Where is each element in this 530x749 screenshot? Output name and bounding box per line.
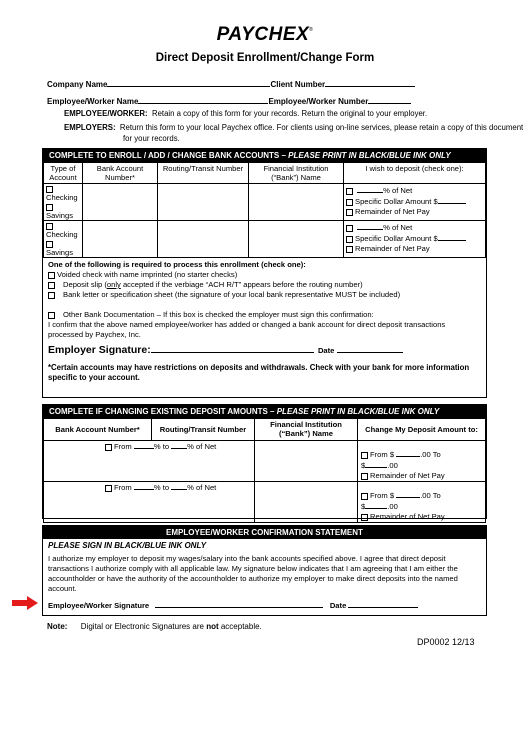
employee-date-field[interactable] [348,600,418,608]
col-routing: Routing/Transit Number [158,163,249,184]
bank-name-cell[interactable] [255,441,358,482]
employee-instruction: EMPLOYEE/WORKER: Retain a copy of this form for your records. Return the original to your employer. [64,109,428,118]
account-number-cell[interactable] [83,184,158,221]
checkbox[interactable] [346,236,353,243]
col-type: Type of Account [44,163,83,184]
confirmation-section [42,525,487,616]
remainder-option[interactable]: Remainder of Net Pay [361,471,482,481]
remainder-option[interactable]: Remainder of Net Pay [346,244,483,254]
checkbox[interactable] [46,241,53,248]
enroll-row [44,221,486,258]
checkbox[interactable] [346,209,353,216]
employer-confirm-text: I confirm that the above named employee/worker has added or changed a bank account for direct deposit transactions processed by Paychex, Inc. [48,320,446,339]
remainder-option[interactable]: Remainder of Net Pay [361,512,482,522]
change-bar: COMPLETE IF CHANGING EXISTING DEPOSIT AMOUNTS – PLEASE PRINT IN BLACK/BLUE INK ONLY [43,405,486,418]
bank-name-cell[interactable] [255,482,358,523]
enroll-bar: COMPLETE TO ENROLL / ADD / CHANGE BANK ACCOUNTS – PLEASE PRINT IN BLACK/BLUE INK ONLY [43,149,486,162]
col-account: Bank Account Number* [83,163,158,184]
sign-ink-note: PLEASE SIGN IN BLACK/BLUE INK ONLY [48,541,207,550]
pct-net-option[interactable]: % of Net [346,185,483,196]
checking-option[interactable]: Checking [46,221,80,239]
checkbox[interactable] [46,223,53,230]
change-table: Bank Account Number* Routing/Transit Number Financial Institution (“Bank”) Name Change My Deposit Amount to: From % to % of Net From $ .00 To $ .00 Remainder of Net Pay From % to % of Net From $ .00 To $ .00 Remainder of Net Pay [43,418,486,523]
checkbox[interactable] [48,312,55,319]
checkbox[interactable] [46,204,53,211]
change-row: From % to % of Net From $ .00 To $ .00 Remainder of Net Pay [44,441,486,482]
checkbox[interactable] [361,473,368,480]
only-emphasis: only [106,280,121,289]
dollar-change-option[interactable]: From $ .00 To [361,449,482,460]
employer-date-field[interactable] [337,345,403,353]
routing-number-cell[interactable] [158,221,249,258]
bank-letter-option[interactable]: Bank letter or specification sheet (the signature of your local bank representative MUST be included) [48,290,481,300]
arrow-icon [12,596,38,610]
employee-signature-row: Employee/Worker Signature Date [48,600,481,611]
dollar-change-option[interactable]: From $ .00 To [361,490,482,501]
restriction-note: *Certain accounts may have restrictions on deposits and withdrawals. Check with your bank for more information specific to your account. [48,363,470,382]
enroll-section [42,148,487,398]
paychex-logo: PAYCHEX® [216,24,314,45]
pct-net-option[interactable]: % of Net [346,222,483,233]
form-id: DP0002 12/13 [417,637,475,647]
checkbox[interactable] [105,485,112,492]
col-deposit: I wish to deposit (check one): [344,163,486,184]
checkbox[interactable] [105,444,112,451]
employee-name-row: Employee/Worker Name Employee/Worker Number [47,95,411,106]
enroll-requirements: One of the following is required to process this enrollment (check one): Voided check with name imprinted (no starter checks) Deposit slip (only accepted if the verbiage “ACH R/T” appears before the routing number) Bank letter or specification sheet (the signature of your local bank representative MUST be included) Other Bank Documentation – If this box is checked the employer must sign this confirmation: I confirm that the above named employee/worker has added or changed a bank account for direct deposit transactions processed by Paychex, Inc. Employer Signature: Date *Certain accounts may have restrictions on deposits and withdrawals. Check with your bank for more information specific to your account. [43,258,486,385]
checkbox[interactable] [346,225,353,232]
employer-instruction: EMPLOYERS: Return this form to your local Paychex office. For clients using on-line services, please retain a copy of this document for your records. [64,123,524,143]
enroll-table [43,162,486,258]
savings-option[interactable]: Savings [46,202,80,220]
page-title: Direct Deposit Enrollment/Change Form [155,52,375,64]
routing-number-cell[interactable] [158,184,249,221]
employee-signature-field[interactable] [155,600,323,608]
bank-name-cell[interactable] [249,184,344,221]
client-number-field[interactable] [325,78,415,87]
deposit-slip-option[interactable]: Deposit slip (only accepted if the verbiage “ACH R/T” appears before the routing number) [48,280,481,290]
employee-number-field[interactable] [368,95,411,104]
dollar-option[interactable]: Specific Dollar Amount $ [346,233,483,244]
authorization-statement: I authorize my employer to deposit my wages/salary into the bank accounts specified above. I agree that direct deposit transactions I authorize comply with all applicable law. My signature below indicates that I am agreeing that I am either the accountholder or have the authority of the accountholder to authorize my employer to make direct deposits into the named account. [48,554,458,593]
confirmation-bar: EMPLOYEE/WORKER CONFIRMATION STATEMENT [43,526,486,539]
savings-option[interactable]: Savings [46,239,80,257]
pct-change[interactable]: From % to % of Net [44,441,255,482]
bank-name-cell[interactable] [249,221,344,258]
employer-signature-row: Employer Signature: Date [48,345,481,356]
checkbox[interactable] [48,282,55,289]
checking-option[interactable]: Checking [46,184,80,202]
company-name-row: Company Name Client Number [47,78,415,89]
pct-change[interactable]: From % to % of Net [44,482,255,523]
enroll-row [44,184,486,221]
change-section [42,404,487,519]
employee-name-field[interactable] [138,95,268,104]
col-bank: Financial Institution (“Bank”) Name [249,163,344,184]
voided-check-option[interactable]: Voided check with name imprinted (no starter checks) [48,270,481,280]
checkbox[interactable] [46,186,53,193]
account-number-cell[interactable] [83,221,158,258]
dollar-option[interactable]: Specific Dollar Amount $ [346,196,483,207]
remainder-option[interactable]: Remainder of Net Pay [346,207,483,217]
other-doc-option[interactable]: Other Bank Documentation – If this box is checked the employer must sign this confirmation: [48,310,481,320]
checkbox[interactable] [346,188,353,195]
digital-signature-note: Note: Digital or Electronic Signatures are not acceptable. [47,622,262,631]
checkbox[interactable] [361,452,368,459]
checkbox[interactable] [48,272,55,279]
change-row: From % to % of Net From $ .00 To $ .00 Remainder of Net Pay [44,482,486,523]
checkbox[interactable] [48,292,55,299]
checkbox[interactable] [346,199,353,206]
company-name-field[interactable] [107,78,270,87]
checkbox[interactable] [361,514,368,521]
checkbox[interactable] [361,493,368,500]
checkbox[interactable] [346,246,353,253]
employer-signature-field[interactable] [151,345,314,353]
